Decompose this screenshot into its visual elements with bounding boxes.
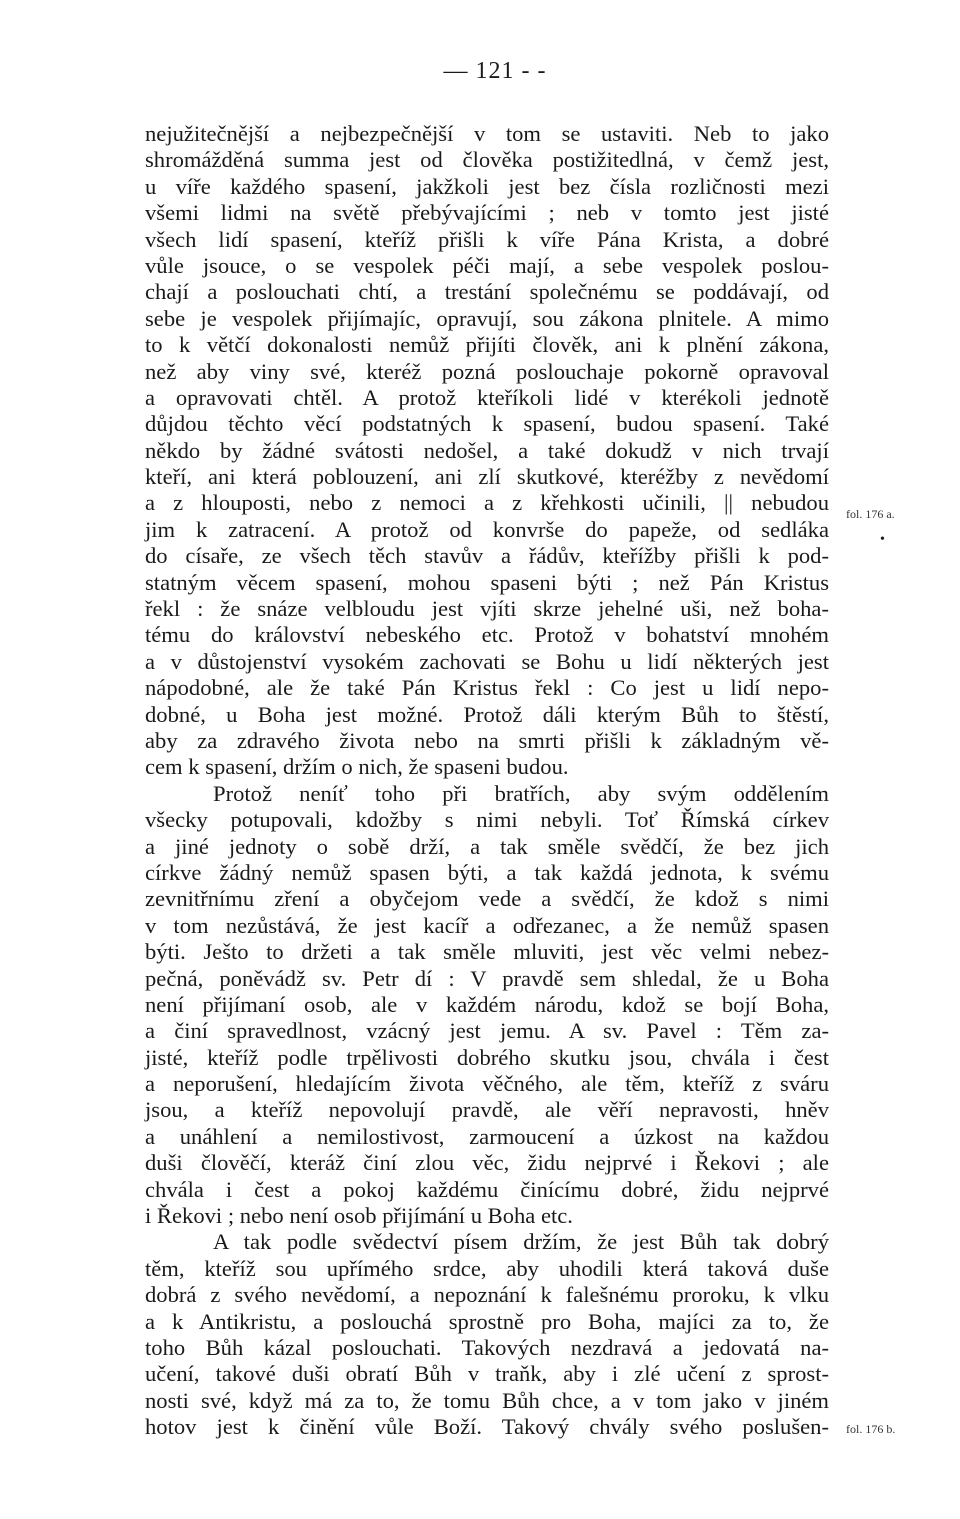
text-line: u víře každého spasení, jakžkoli jest bez čísla rozličnosti mezi xyxy=(145,173,829,199)
text-line: chvála i čest a pokoj každému činícímu dobré, židu nejprvé xyxy=(145,1176,829,1202)
text-line: aby za zdravého života nebo na smrti přišli k základným vě- xyxy=(145,727,829,753)
text-line: to k větčí dokonalosti nemůž přijíti člověk, ani k plnění zákona, xyxy=(145,332,829,358)
text-line: všech lidí spasení, kteříž přišli k víře Pána Krista, a dobré xyxy=(145,226,829,252)
text-line: a v důstojenství vysokém zachovati se Bohu u lidí některých jest xyxy=(145,648,829,674)
text-line: chají a poslouchati chtí, a trestání společnému se poddávají, od xyxy=(145,279,829,305)
text-line: než aby viny své, kteréž pozná poslouchaje pokorně opravoval xyxy=(145,358,829,384)
text-line: Protož neníť toho při bratřích, aby svým oddělením xyxy=(213,780,829,806)
text-line: i Řekovi ; nebo není osob přijímání u Boha etc. xyxy=(145,1203,573,1229)
body-text xyxy=(145,121,829,1441)
text-line: a opravovati chtěl. A protož kteříkoli lidé v kterékoli jednotě xyxy=(145,384,829,410)
text-line: hotov jest k činění vůle Boží. Takový chvály svého poslušen- xyxy=(145,1414,829,1440)
text-line: nápodobné, ale že také Pán Kristus řekl : Co jest u lidí nepo- xyxy=(145,675,829,701)
text-line: dobné, u Boha jest možné. Protož dáli kterým Bůh to štěstí, xyxy=(145,701,829,727)
text-line: a neporušení, hledajícím života věčného, ale těm, kteříž z sváru xyxy=(145,1071,829,1097)
text-line: a jiné jednoty o sobě drží, a tak směle svědčí, že bez jich xyxy=(145,833,829,859)
text-line: všecky potupovali, kdožby s nimi nebyli. Toť Římská církev xyxy=(145,807,829,833)
text-line: vůle jsouce, o se vespolek péči mají, a sebe vespolek poslou- xyxy=(145,252,829,278)
text-line: řekl : že snáze velbloudu jest vjíti skrze jehelné uši, než boha- xyxy=(145,596,829,622)
text-line: do císaře, ze všech těch stavův a řádův, kteřížby přišli k pod- xyxy=(145,543,829,569)
text-line: A tak podle svědectví písem držím, že jest Bůh tak dobrý xyxy=(213,1229,829,1255)
margin-note-fol-176b: fol. 176 b. xyxy=(846,1422,896,1436)
text-line: církve žádný nemůž spasen býti, a tak každá jednota, k svému xyxy=(145,859,829,885)
text-line: duši člověčí, kteráž činí zlou věc, židu nejprvé i Řekovi ; ale xyxy=(145,1150,829,1176)
text-line: všemi lidmi na světě přebývajícími ; neb v tomto jest jisté xyxy=(145,200,829,226)
text-line: dobrá z svého nevědomí, a nepoznání k falešnému proroku, k vlku xyxy=(145,1282,829,1308)
text-line: a k Antikristu, a poslouchá sprostně pro Boha, majíci za to, že xyxy=(145,1308,829,1334)
page-header xyxy=(0,58,960,85)
text-line: a z hlouposti, nebo z nemoci a z křehkosti učinili, || nebudou xyxy=(145,490,829,516)
text-line: jsou, a kteříž nepovolují pravdě, ale věří nepravosti, hněv xyxy=(145,1097,829,1123)
text-line: jim k zatracení. A protož od konvrše do papeže, od sedláka xyxy=(145,516,829,542)
text-line: pečná, poněvádž sv. Petr dí : V pravdě sem shledal, že u Boha xyxy=(145,965,829,991)
text-line: tému do království nebeského etc. Protož v bohatství mnohém xyxy=(145,622,829,648)
text-line: sebe je vespolek přijímajíc, opravují, sou zákona plnitele. A mimo xyxy=(145,305,829,331)
text-line: v tom nezůstává, že jest kacíř a odřezanec, a že nemůž spasen xyxy=(145,912,829,938)
page-number: — 121 - - xyxy=(443,58,547,84)
text-line: statným věcem spasení, mohou spaseni býti ; než Pán Kristus xyxy=(145,569,829,595)
text-line: učení, takové duši obratí Bůh v traňk, aby i zlé učení z sprost- xyxy=(145,1361,829,1387)
text-line: není přijímaní osob, ale v každém národu, kdož se bojí Boha, xyxy=(145,991,829,1017)
text-line: důjdou těchto věcí podstatných k spasení, budou spasení. Také xyxy=(145,411,829,437)
text-line: nosti své, když má za to, že tomu Bůh chce, a v tom jako v jiném xyxy=(145,1387,829,1413)
margin-note-fol-176a: fol. 176 a. xyxy=(846,507,895,521)
margin-dot: • xyxy=(880,532,885,547)
text-line: těm, kteříž sou upřímého srdce, aby uhodili která taková duše xyxy=(145,1255,829,1281)
text-line: a unáhlení a nemilostivost, zarmoucení a úzkost na každou xyxy=(145,1123,829,1149)
text-line: jisté, kteříž podle trpělivosti dobrého skutku jsou, chvála i čest xyxy=(145,1044,829,1070)
text-line: býti. Ješto to držeti a tak směle mluviti, jest věc velmi nebez- xyxy=(145,939,829,965)
text-line: toho Bůh kázal poslouchati. Takových nezdravá a jedovatá na- xyxy=(145,1334,829,1360)
text-line: někdo by žádné svátosti nedošel, a také dokudž v nich trvají xyxy=(145,437,829,463)
text-line: a činí spravedlnost, vzácný jest jemu. A sv. Pavel : Těm za- xyxy=(145,1018,829,1044)
text-line: kteří, ani která poblouzení, ani zlí skutkové, kteréžby z nevědomí xyxy=(145,464,829,490)
text-line: cem k spasení, držím o nich, že spaseni budou. xyxy=(145,754,569,780)
text-line: nejužitečnější a nejbezpečnější v tom se ustaviti. Neb to jako xyxy=(145,121,829,146)
text-line: zevnitřnímu zření a obyčejom vede a svědčí, že kdož s nimi xyxy=(145,886,829,912)
text-line: shromážděná summa jest od člověka postižitedlná, v čemž jest, xyxy=(145,147,829,173)
